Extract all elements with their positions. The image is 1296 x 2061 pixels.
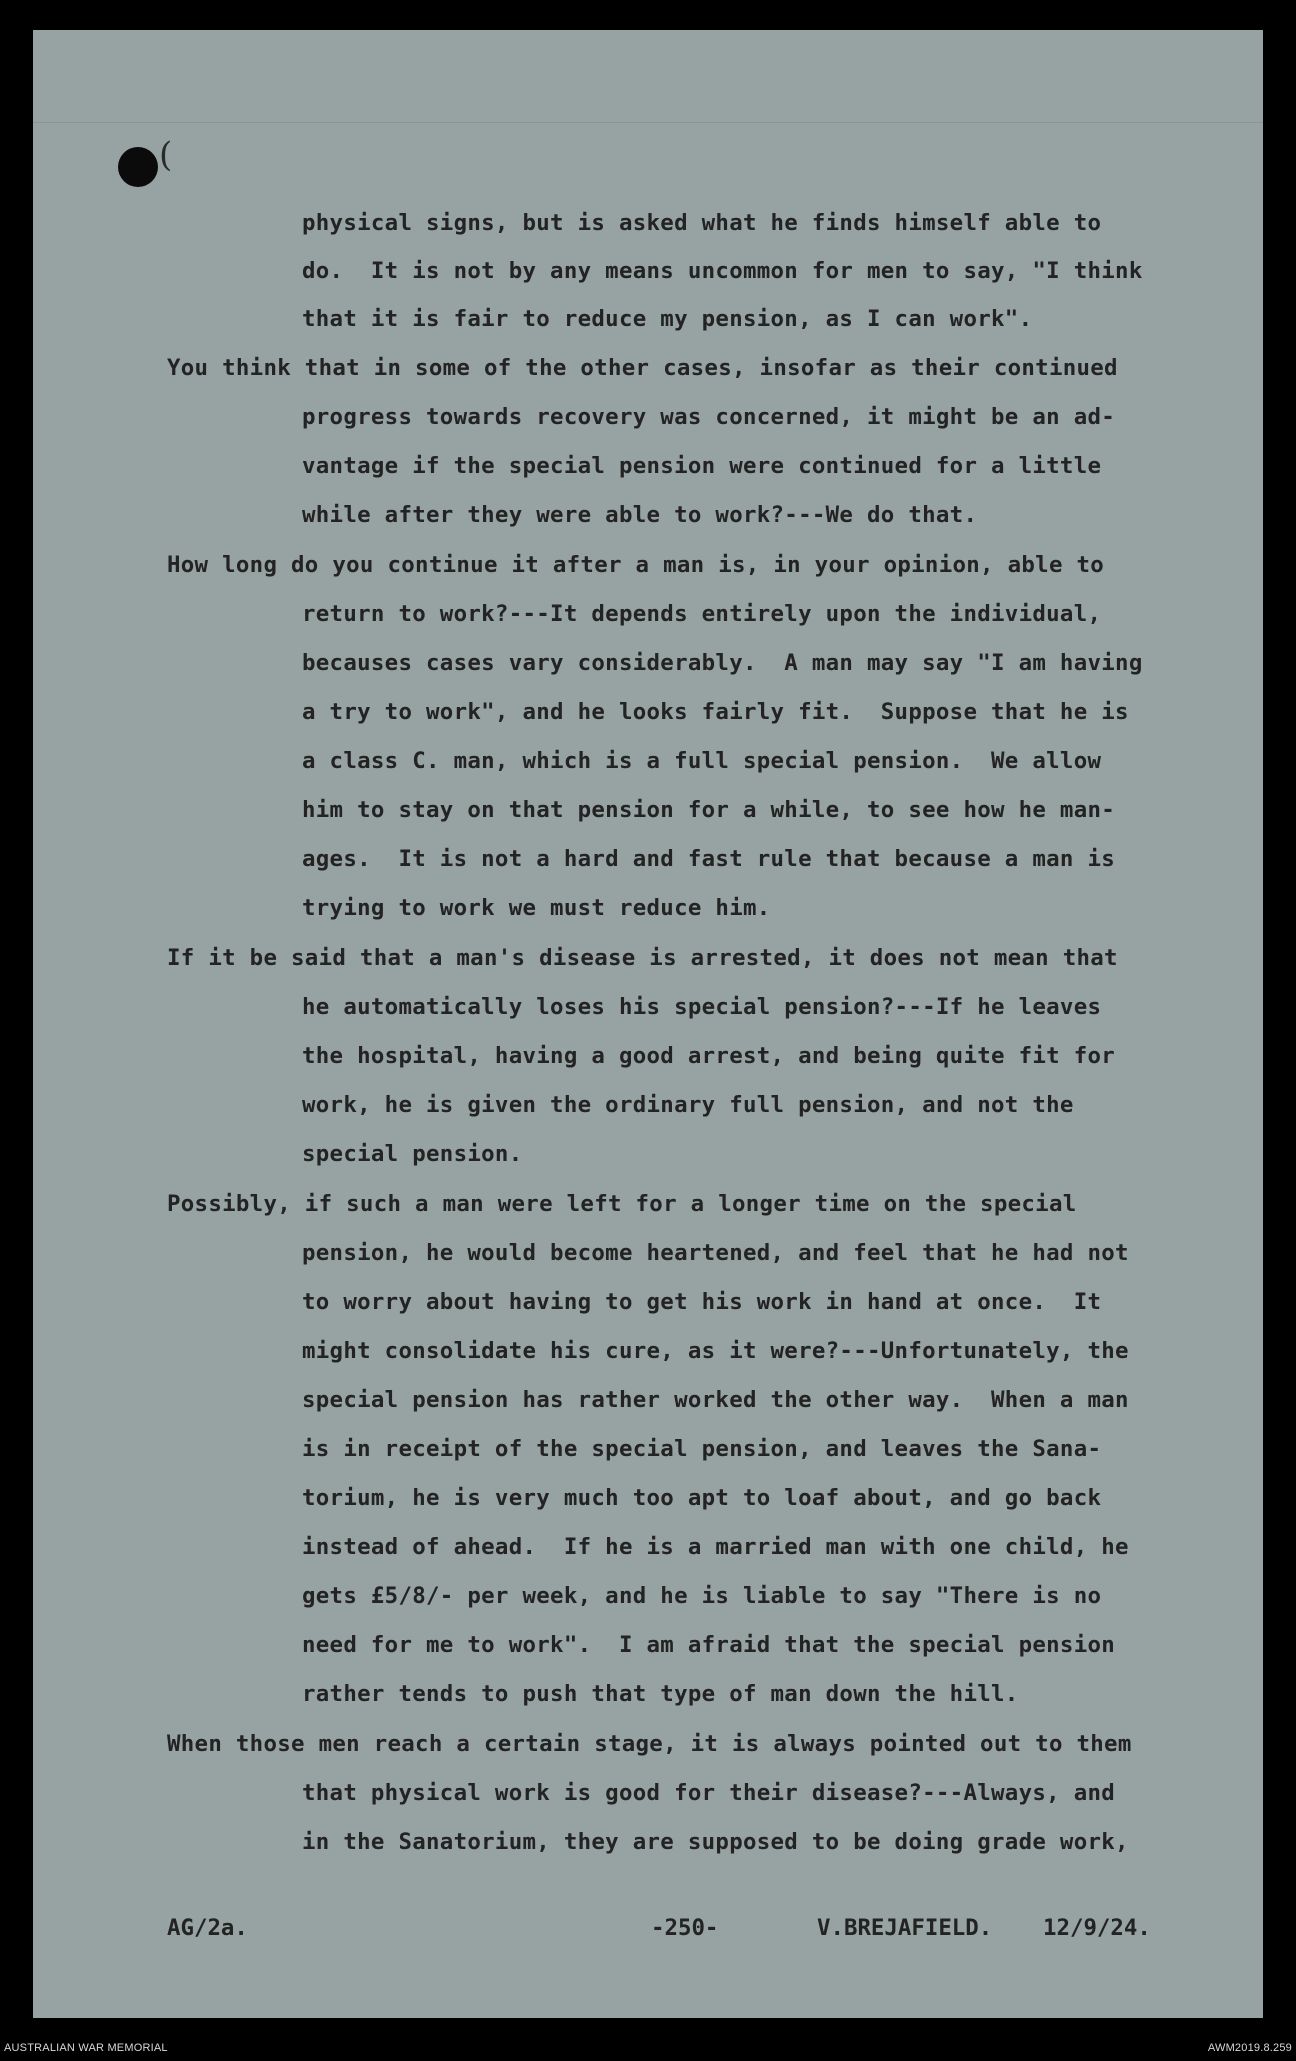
text-line: do. It is not by any means uncommon for men to say, "I think xyxy=(302,258,1143,284)
question-line: Possibly, if such a man were left for a longer time on the special xyxy=(167,1191,1077,1217)
text-line: that physical work is good for their disease?---Always, and xyxy=(302,1780,1116,1806)
pencil-mark: ( xyxy=(159,135,173,175)
question-line: You think that in some of the other cases, insofar as their continued xyxy=(167,355,1118,381)
document-page xyxy=(33,30,1263,2018)
question-line: If it be said that a man's disease is arrested, it does not mean that xyxy=(167,945,1118,971)
text-line: instead of ahead. If he is a married man with one child, he xyxy=(302,1534,1129,1560)
text-line: physical signs, but is asked what he finds himself able to xyxy=(302,210,1102,236)
question-line: How long do you continue it after a man is, in your opinion, able to xyxy=(167,552,1105,578)
text-line: ages. It is not a hard and fast rule that because a man is xyxy=(302,846,1116,872)
text-line: work, he is given the ordinary full pension, and not the xyxy=(302,1092,1074,1118)
text-line: he automatically loses his special pension?---If he leaves xyxy=(302,994,1102,1020)
text-line: while after they were able to work?---We do that. xyxy=(302,502,978,528)
text-line: gets £5/8/- per week, and he is liable to say "There is no xyxy=(302,1583,1102,1609)
text-line: progress towards recovery was concerned, it might be an ad- xyxy=(302,404,1116,430)
text-line: becauses cases vary considerably. A man may say "I am having xyxy=(302,650,1143,676)
typed-text xyxy=(33,30,1263,2018)
archive-caption: AUSTRALIAN WAR MEMORIAL xyxy=(4,2042,168,2054)
text-line: a class C. man, which is a full special pension. We allow xyxy=(302,748,1102,774)
text-line: in the Sanatorium, they are supposed to be doing grade work, xyxy=(302,1829,1129,1855)
footer-witness: V.BREJAFIELD. xyxy=(817,1915,993,1941)
footer-reference: AG/2a. xyxy=(167,1915,248,1941)
text-line: him to stay on that pension for a while, to see how he man- xyxy=(302,797,1116,823)
text-line: rather tends to push that type of man down the hill. xyxy=(302,1681,1019,1707)
text-line: vantage if the special pension were continued for a little xyxy=(302,453,1102,479)
text-line: to worry about having to get his work in hand at once. It xyxy=(302,1289,1102,1315)
text-line: trying to work we must reduce him. xyxy=(302,895,771,921)
text-line: a try to work", and he looks fairly fit. Suppose that he is xyxy=(302,699,1129,725)
text-line: that it is fair to reduce my pension, as I can work". xyxy=(302,306,1033,332)
text-line: pension, he would become heartened, and feel that he had not xyxy=(302,1240,1129,1266)
text-line: might consolidate his cure, as it were?---Unfortunately, the xyxy=(302,1338,1129,1364)
page-number: -250- xyxy=(651,1915,719,1941)
text-line: need for me to work". I am afraid that the special pension xyxy=(302,1632,1116,1658)
archive-reference: AWM2019.8.259 xyxy=(1207,2042,1292,2054)
text-line: return to work?---It depends entirely upon the individual, xyxy=(302,601,1102,627)
text-line: is in receipt of the special pension, and leaves the Sana- xyxy=(302,1436,1102,1462)
question-line: When those men reach a certain stage, it is always pointed out to them xyxy=(167,1731,1132,1757)
text-line: special pension. xyxy=(302,1141,523,1167)
text-line: torium, he is very much too apt to loaf about, and go back xyxy=(302,1485,1102,1511)
text-line: the hospital, having a good arrest, and being quite fit for xyxy=(302,1043,1116,1069)
footer-date: 12/9/24. xyxy=(1043,1915,1151,1941)
text-line: special pension has rather worked the other way. When a man xyxy=(302,1387,1129,1413)
